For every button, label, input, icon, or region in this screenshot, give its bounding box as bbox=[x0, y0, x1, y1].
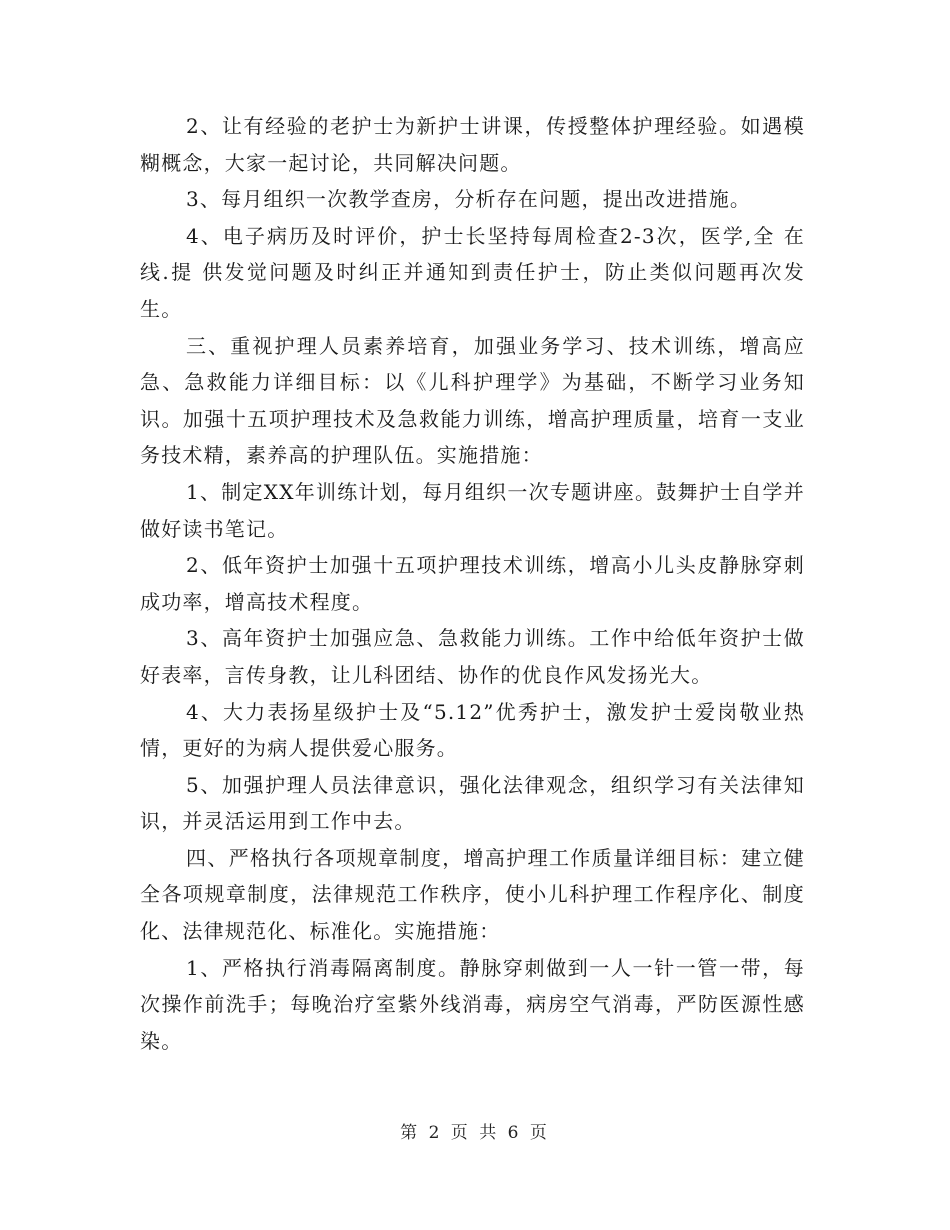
section-heading-regulations: 四、严格执行各项规章制度，增高护理工作质量详细目标：建立健全各项规章制度，法律规范工作秩序，使小儿科护理工作程序化、制度化、法律规范化、标准化。实施措施： bbox=[140, 845, 805, 944]
paragraph-star-nurse-commendation: 4、大力表扬星级护士及“5.12”优秀护士，激发护士爱岗敬业热情，更好的为病人提供爱心服务。 bbox=[140, 699, 805, 761]
paragraph-disinfection: 1、严格执行消毒隔离制度。静脉穿刺做到一人一针一管一带，每次操作前洗手；每晚治疗室紫外线消毒，病房空气消毒，严防医源性感染。 bbox=[140, 955, 805, 1053]
paragraph-legal-awareness: 5、加强护理人员法律意识，强化法律观念，组织学习有关法律知识，并灵活运用到工作中去。 bbox=[140, 772, 805, 834]
paragraph-emr-review: 4、电子病历及时评价，护士长坚持每周检查2-3次，医学,全 在线.提 供发觉问题及时纠正并通知到责任护士，防止类似问题再次发生。 bbox=[140, 223, 805, 321]
page-number-footer: 第 2 页 共 6 页 bbox=[400, 1123, 550, 1143]
paragraph-junior-nurse-training: 2、低年资护士加强十五项护理技术训练，增高小儿头皮静脉穿刺成功率，增高技术程度。 bbox=[140, 553, 805, 614]
paragraph-teaching-experience: 2、让有经验的老护士为新护士讲课，传授整体护理经验。如遇模糊概念，大家一起讨论，共同解决问题。 bbox=[140, 114, 805, 175]
paragraph-training-plan: 1、制定XX年训练计划，每月组织一次专题讲座。鼓舞护士自学并做好读书笔记。 bbox=[140, 479, 805, 541]
section-heading-training: 三、重视护理人员素养培育，加强业务学习、技术训练，增高应急、急救能力详细目标：以《儿科护理学》为基础，不断学习业务知识。加强十五项护理技术及急救能力训练，增高护理质量，培育一支业务技术精，素养高的护理队伍。实施措施： bbox=[140, 333, 805, 468]
paragraph-senior-nurse-training: 3、高年资护士加强应急、急救能力训练。工作中给低年资护士做好表率，言传身教，让儿科团结、协作的优良作风发扬光大。 bbox=[140, 626, 805, 687]
document-body bbox=[140, 108, 805, 1059]
paragraph-monthly-rounds: 3、每月组织一次教学查房，分析存在问题，提出改进措施。 bbox=[186, 187, 752, 212]
